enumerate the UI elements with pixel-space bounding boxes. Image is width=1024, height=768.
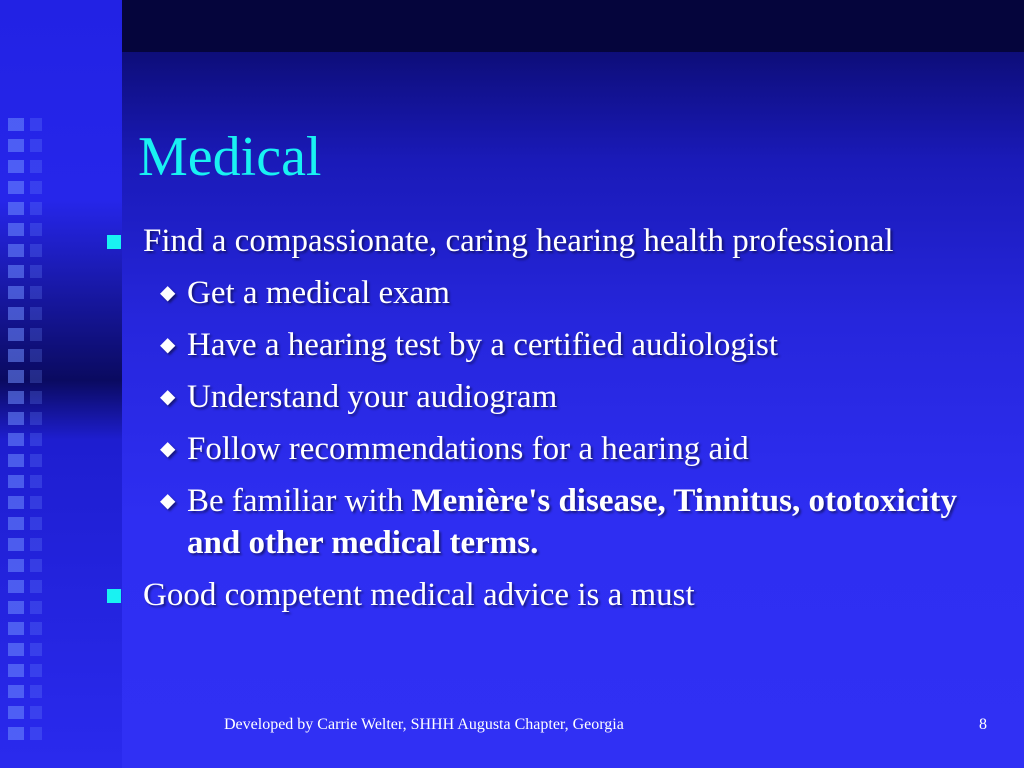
sub-bullet-item (105, 272, 985, 314)
sub-bullet-item (105, 376, 985, 418)
sub-bullet-item (105, 324, 985, 366)
sub-bullet-item (105, 480, 985, 564)
page-number: 8 (979, 716, 987, 733)
diamond-bullet-icon: ◆ (160, 386, 176, 408)
square-bullet-icon (107, 589, 121, 603)
square-bullet-icon (107, 235, 121, 249)
left-decorative-strip (0, 0, 122, 768)
sub-bullet-text: Follow recommendations for a hearing aid (187, 431, 749, 467)
bullet-item (105, 220, 985, 262)
decorative-squares (8, 118, 24, 748)
sub-bullet-text (187, 483, 957, 561)
decorative-squares-faint (30, 118, 42, 748)
diamond-bullet-icon: ◆ (160, 282, 176, 304)
bullet-text: Find a compassionate, caring hearing health professional (143, 223, 894, 259)
footer-credit: Developed by Carrie Welter, SHHH Augusta Chapter, Georgia (224, 716, 624, 733)
sub-bullet-text: Understand your audiogram (187, 379, 558, 415)
medical-terms-emphasis: Menière's disease, Tinnitus, ototoxicity and other medical terms. (187, 483, 957, 561)
sub-bullet-text: Have a hearing test by a certified audiologist (187, 327, 779, 363)
diamond-bullet-icon: ◆ (160, 490, 176, 512)
slide-content (105, 220, 985, 616)
sub-bullet-item (105, 428, 985, 470)
sub-bullet-prefix: Be familiar with (187, 483, 412, 519)
top-dark-bar (122, 0, 1024, 52)
slide-title: Medical (138, 126, 322, 188)
diamond-bullet-icon: ◆ (160, 334, 176, 356)
diamond-bullet-icon: ◆ (160, 438, 176, 460)
sub-bullet-text: Get a medical exam (187, 275, 450, 311)
bullet-item (105, 574, 985, 616)
bullet-text: Good competent medical advice is a must (143, 577, 695, 613)
